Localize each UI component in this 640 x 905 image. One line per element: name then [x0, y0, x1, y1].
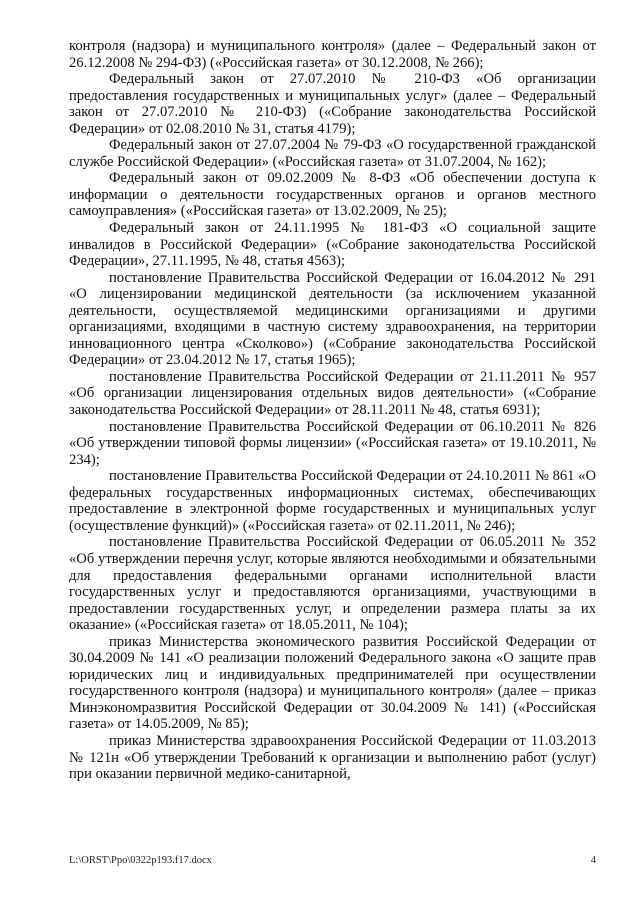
- paragraph: Федеральный закон от 09.02.2009 № 8-ФЗ «Об обеспечении доступа к информации о деятельности государственных органов и органов местного самоуправления» («Российская газета» от 13.02.2009, № 25);: [69, 170, 596, 220]
- paragraph: постановление Правительства Российской Федерации от 06.10.2011 № 826 «Об утверждении типовой формы лицензии» («Российская газета» от 19.10.2011, № 234);: [69, 418, 596, 468]
- page-number: 4: [590, 855, 596, 866]
- paragraph: приказ Министерства экономического развития Российской Федерации от 30.04.2009 № 141 «О реализации положений Федерального закона «О защите прав юридических лиц и индивидуальных предпринимателей при осуществлении государственного контроля (надзора) и муниципального контроля» (далее – приказ Минэкономразвития Российской Федерации от 30.04.2009 № 141) («Российская газета» от 14.05.2009, № 85);: [69, 633, 596, 733]
- page-footer: [69, 855, 596, 866]
- paragraph: приказ Министерства здравоохранения Российской Федерации от 11.03.2013 № 121н «Об утверждении Требований к организации и выполнению работ (услуг) при оказании первичной медико-санитарной,: [69, 732, 596, 783]
- paragraph: постановление Правительства Российской Федерации от 16.04.2012 № 291 «О лицензировании медицинской деятельности (за исключением указанной деятельности, осуществляемой медицинскими организациями и другими организациями, входящими в частную систему здравоохранения, на территории инновационного центра «Сколково») («Собрание законодательства Российской Федерации» от 23.04.2012 № 17, статья 1965);: [69, 269, 596, 369]
- paragraph: постановление Правительства Российской Федерации от 06.05.2011 № 352 «Об утверждении перечня услуг, которые являются необходимыми и обязательными для предоставления федеральными органами исполнительной власти государственных услуг и предоставляются организациями, участвующими в предоставлении государственных услуг, и определении размера платы за их оказание» («Российская газета» от 18.05.2011, № 104);: [69, 534, 596, 634]
- document-body: [69, 38, 596, 783]
- paragraph: постановление Правительства Российской Федерации от 24.10.2011 № 861 «О федеральных государственных информационных системах, обеспечивающих предоставление в электронной форме государственных и муниципальных услуг (осуществление функций)» («Российская газета» от 02.11.2011, № 246);: [69, 468, 596, 534]
- paragraph: Федеральный закон от 27.07.2010 № 210-ФЗ «Об организации предоставления государственных и муниципальных услуг» (далее – Федеральный закон от 27.07.2010 № 210-ФЗ) («Собрание законодательства Российской Федерации» от 02.08.2010 № 31, статья 4179);: [69, 71, 596, 137]
- paragraph: Федеральный закон от 27.07.2004 № 79-ФЗ «О государственной гражданской службе Российской Федерации» («Российская газета» от 31.07.2004, № 162);: [69, 137, 596, 170]
- paragraph: Федеральный закон от 24.11.1995 № 181-ФЗ «О социальной защите инвалидов в Российской Федерации» («Собрание законодательства Российской Федерации», 27.11.1995, № 48, статья 4563);: [69, 220, 596, 270]
- paragraph: контроля (надзора) и муниципального контроля» (далее – Федеральный закон от 26.12.2008 № 294-ФЗ) («Российская газета» от 30.12.2008, № 266);: [69, 38, 596, 71]
- footer-file-path: L:\ORST\Ppo\0322p193.f17.docx: [69, 855, 212, 866]
- paragraph: постановление Правительства Российской Федерации от 21.11.2011 № 957 «Об организации лицензирования отдельных видов деятельности» («Собрание законодательства Российской Федерации» от 28.11.2011 № 48, статья 6931);: [69, 368, 596, 419]
